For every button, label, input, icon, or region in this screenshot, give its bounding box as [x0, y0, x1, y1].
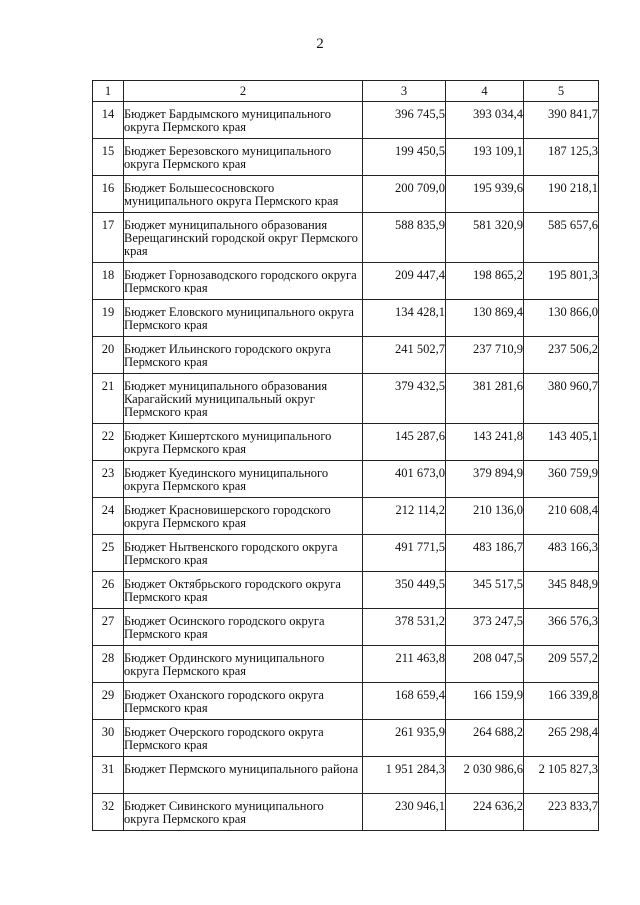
budget-name: Бюджет Бардымского муниципального округа Пермского края: [124, 102, 363, 139]
budget-table: [92, 80, 599, 831]
value-col3: 588 835,9: [363, 213, 446, 263]
value-col4: 393 034,4: [446, 102, 524, 139]
value-col4: 130 869,4: [446, 300, 524, 337]
table-row: [93, 139, 599, 176]
column-header: 4: [446, 81, 524, 102]
value-col4: 483 186,7: [446, 535, 524, 572]
row-number: 14: [93, 102, 124, 139]
budget-name: Бюджет Куединского муниципального округа Пермского края: [124, 461, 363, 498]
row-number: 24: [93, 498, 124, 535]
table-row: [93, 572, 599, 609]
row-number: 28: [93, 646, 124, 683]
table-row: [93, 374, 599, 424]
value-col4: 237 710,9: [446, 337, 524, 374]
value-col5: 265 298,4: [524, 720, 599, 757]
value-col4: 143 241,8: [446, 424, 524, 461]
value-col5: 2 105 827,3: [524, 757, 599, 794]
value-col5: 237 506,2: [524, 337, 599, 374]
table-row: [93, 646, 599, 683]
page-number: 2: [316, 36, 324, 52]
table-row: [93, 683, 599, 720]
value-col3: 212 114,2: [363, 498, 446, 535]
value-col4: 166 159,9: [446, 683, 524, 720]
budget-name: Бюджет Пермского муниципального района: [124, 757, 363, 794]
value-col5: 380 960,7: [524, 374, 599, 424]
budget-name: Бюджет Березовского муниципального округа Пермского края: [124, 139, 363, 176]
value-col4: 2 030 986,6: [446, 757, 524, 794]
table-row: [93, 102, 599, 139]
value-col5: 585 657,6: [524, 213, 599, 263]
table-row: [93, 300, 599, 337]
row-number: 27: [93, 609, 124, 646]
budget-name: Бюджет Красновишерского городского округа Пермского края: [124, 498, 363, 535]
row-number: 17: [93, 213, 124, 263]
value-col3: 168 659,4: [363, 683, 446, 720]
value-col3: 350 449,5: [363, 572, 446, 609]
budget-name: Бюджет Осинского городского округа Пермского края: [124, 609, 363, 646]
budget-name: Бюджет муниципального образования Карагайский муниципальный округ Пермского края: [124, 374, 363, 424]
value-col3: 134 428,1: [363, 300, 446, 337]
value-col3: 211 463,8: [363, 646, 446, 683]
table-row: [93, 461, 599, 498]
value-col3: 379 432,5: [363, 374, 446, 424]
table-row: [93, 720, 599, 757]
budget-name: Бюджет Горнозаводского городского округа Пермского края: [124, 263, 363, 300]
row-number: 25: [93, 535, 124, 572]
column-header: 2: [124, 81, 363, 102]
value-col3: 200 709,0: [363, 176, 446, 213]
value-col3: 199 450,5: [363, 139, 446, 176]
row-number: 21: [93, 374, 124, 424]
value-col4: 264 688,2: [446, 720, 524, 757]
value-col3: 1 951 284,3: [363, 757, 446, 794]
value-col4: 210 136,0: [446, 498, 524, 535]
column-header: 3: [363, 81, 446, 102]
value-col4: 345 517,5: [446, 572, 524, 609]
row-number: 22: [93, 424, 124, 461]
budget-name: Бюджет Кишертского муниципального округа Пермского края: [124, 424, 363, 461]
value-col5: 143 405,1: [524, 424, 599, 461]
row-number: 16: [93, 176, 124, 213]
budget-name: Бюджет Очерского городского округа Пермского края: [124, 720, 363, 757]
table-header-row: [93, 81, 599, 102]
value-col4: 193 109,1: [446, 139, 524, 176]
row-number: 23: [93, 461, 124, 498]
budget-name: Бюджет муниципального образования Верещагинский городской округ Пермского края: [124, 213, 363, 263]
table-row: [93, 498, 599, 535]
row-number: 30: [93, 720, 124, 757]
budget-name: Бюджет Оханского городского округа Пермского края: [124, 683, 363, 720]
budget-name: Бюджет Октябрьского городского округа Пермского края: [124, 572, 363, 609]
value-col4: 224 636,2: [446, 794, 524, 831]
row-number: 32: [93, 794, 124, 831]
row-number: 15: [93, 139, 124, 176]
row-number: 31: [93, 757, 124, 794]
value-col3: 241 502,7: [363, 337, 446, 374]
value-col3: 145 287,6: [363, 424, 446, 461]
row-number: 19: [93, 300, 124, 337]
table-row: [93, 535, 599, 572]
value-col3: 396 745,5: [363, 102, 446, 139]
value-col3: 401 673,0: [363, 461, 446, 498]
budget-name: Бюджет Сивинского муниципального округа Пермского края: [124, 794, 363, 831]
table-row: [93, 424, 599, 461]
table-row: [93, 794, 599, 831]
value-col5: 360 759,9: [524, 461, 599, 498]
value-col3: 261 935,9: [363, 720, 446, 757]
table-row: [93, 176, 599, 213]
value-col4: 195 939,6: [446, 176, 524, 213]
value-col5: 483 166,3: [524, 535, 599, 572]
column-header: 5: [524, 81, 599, 102]
value-col4: 373 247,5: [446, 609, 524, 646]
budget-name: Бюджет Нытвенского городского округа Пермского края: [124, 535, 363, 572]
row-number: 26: [93, 572, 124, 609]
table-row: [93, 337, 599, 374]
budget-name: Бюджет Еловского муниципального округа Пермского края: [124, 300, 363, 337]
table-row: [93, 263, 599, 300]
value-col5: 166 339,8: [524, 683, 599, 720]
budget-name: Бюджет Ильинского городского округа Пермского края: [124, 337, 363, 374]
value-col5: 223 833,7: [524, 794, 599, 831]
table-row: [93, 609, 599, 646]
value-col5: 190 218,1: [524, 176, 599, 213]
value-col4: 381 281,6: [446, 374, 524, 424]
budget-name: Бюджет Ординского муниципального округа Пермского края: [124, 646, 363, 683]
value-col5: 130 866,0: [524, 300, 599, 337]
value-col4: 581 320,9: [446, 213, 524, 263]
table-row: [93, 213, 599, 263]
value-col4: 208 047,5: [446, 646, 524, 683]
column-header: 1: [93, 81, 124, 102]
value-col5: 390 841,7: [524, 102, 599, 139]
row-number: 20: [93, 337, 124, 374]
row-number: 29: [93, 683, 124, 720]
value-col5: 209 557,2: [524, 646, 599, 683]
value-col3: 491 771,5: [363, 535, 446, 572]
value-col3: 209 447,4: [363, 263, 446, 300]
value-col3: 230 946,1: [363, 794, 446, 831]
value-col5: 345 848,9: [524, 572, 599, 609]
value-col3: 378 531,2: [363, 609, 446, 646]
value-col4: 198 865,2: [446, 263, 524, 300]
value-col5: 210 608,4: [524, 498, 599, 535]
value-col5: 187 125,3: [524, 139, 599, 176]
budget-name: Бюджет Большесосновского муниципального округа Пермского края: [124, 176, 363, 213]
value-col5: 195 801,3: [524, 263, 599, 300]
value-col4: 379 894,9: [446, 461, 524, 498]
row-number: 18: [93, 263, 124, 300]
value-col5: 366 576,3: [524, 609, 599, 646]
table-row: [93, 757, 599, 794]
